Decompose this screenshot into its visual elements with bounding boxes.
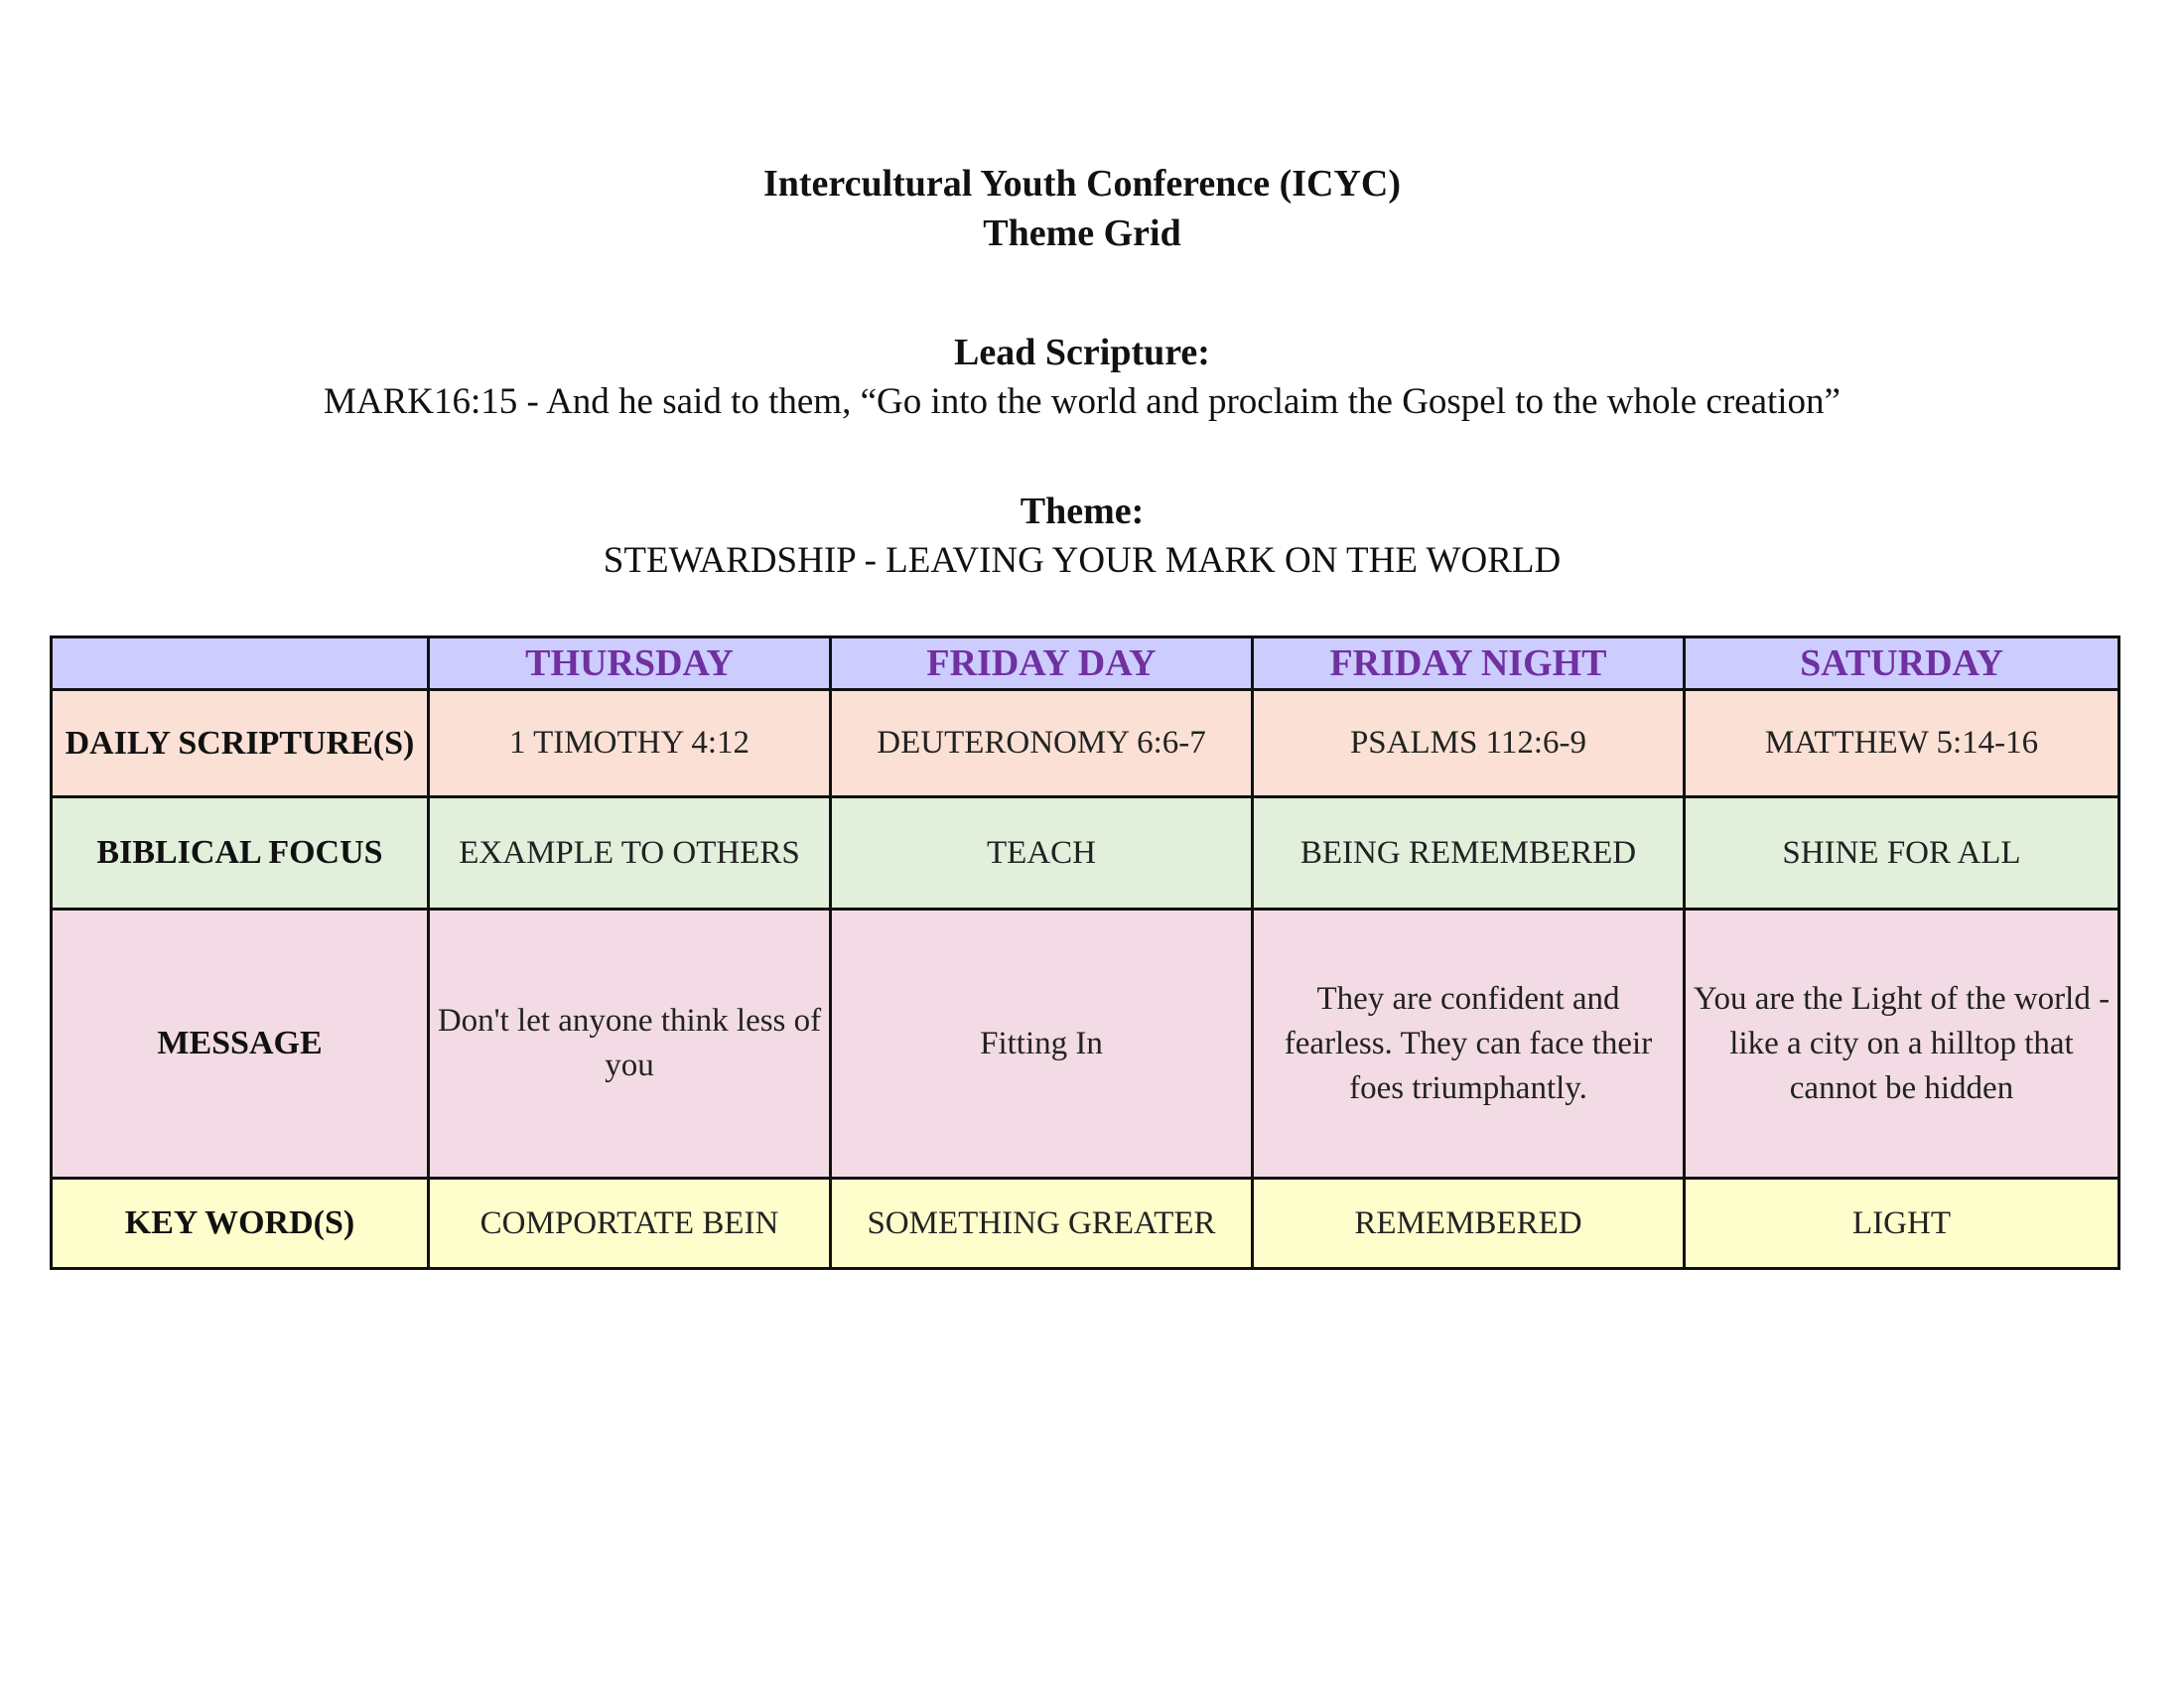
column-header-friday-day: FRIDAY DAY — [831, 637, 1253, 690]
table-cell: COMPORTATE BEIN — [429, 1179, 831, 1269]
corner-cell — [52, 637, 429, 690]
table-cell: MATTHEW 5:14-16 — [1685, 690, 2119, 797]
table-cell: SHINE FOR ALL — [1685, 797, 2119, 910]
row-label: MESSAGE — [52, 910, 429, 1179]
table-cell: Don't let anyone think less of you — [429, 910, 831, 1179]
theme-label: Theme: — [1020, 491, 1145, 532]
column-header-thursday: THURSDAY — [429, 637, 831, 690]
row-label: KEY WORD(S) — [52, 1179, 429, 1269]
table-cell: REMEMBERED — [1253, 1179, 1685, 1269]
theme-grid-table — [50, 635, 2120, 1270]
table-header-row — [52, 637, 2119, 690]
table-row-key-words — [52, 1179, 2119, 1269]
table-row-biblical-focus — [52, 797, 2119, 910]
table-cell: LIGHT — [1685, 1179, 2119, 1269]
table-cell: BEING REMEMBERED — [1253, 797, 1685, 910]
table-cell: Fitting In — [831, 910, 1253, 1179]
table-row-daily-scripture — [52, 690, 2119, 797]
table-cell: 1 TIMOTHY 4:12 — [429, 690, 831, 797]
table-cell: DEUTERONOMY 6:6-7 — [831, 690, 1253, 797]
table-cell: They are confident and fearless. They can face their foes triumphantly. — [1253, 910, 1685, 1179]
column-header-friday-night: FRIDAY NIGHT — [1253, 637, 1685, 690]
table-cell: EXAMPLE TO OTHERS — [429, 797, 831, 910]
document-subtitle: Theme Grid — [983, 212, 1181, 254]
row-label: BIBLICAL FOCUS — [52, 797, 429, 910]
lead-scripture-text: MARK16:15 - And he said to them, “Go into the world and proclaim the Gospel to the whole creation” — [324, 381, 1841, 422]
theme-text: STEWARDSHIP - LEAVING YOUR MARK ON THE WORLD — [603, 540, 1562, 581]
table-row-message — [52, 910, 2119, 1179]
document-title: Intercultural Youth Conference (ICYC) — [762, 163, 1402, 205]
row-label: DAILY SCRIPTURE(S) — [52, 690, 429, 797]
column-header-saturday: SATURDAY — [1685, 637, 2119, 690]
table-cell: TEACH — [831, 797, 1253, 910]
document-header — [0, 159, 2164, 586]
table-cell: PSALMS 112:6-9 — [1253, 690, 1685, 797]
table-cell: You are the Light of the world - like a city on a hilltop that cannot be hidden — [1685, 910, 2119, 1179]
lead-scripture-label: Lead Scripture: — [954, 332, 1210, 373]
table-cell: SOMETHING GREATER — [831, 1179, 1253, 1269]
